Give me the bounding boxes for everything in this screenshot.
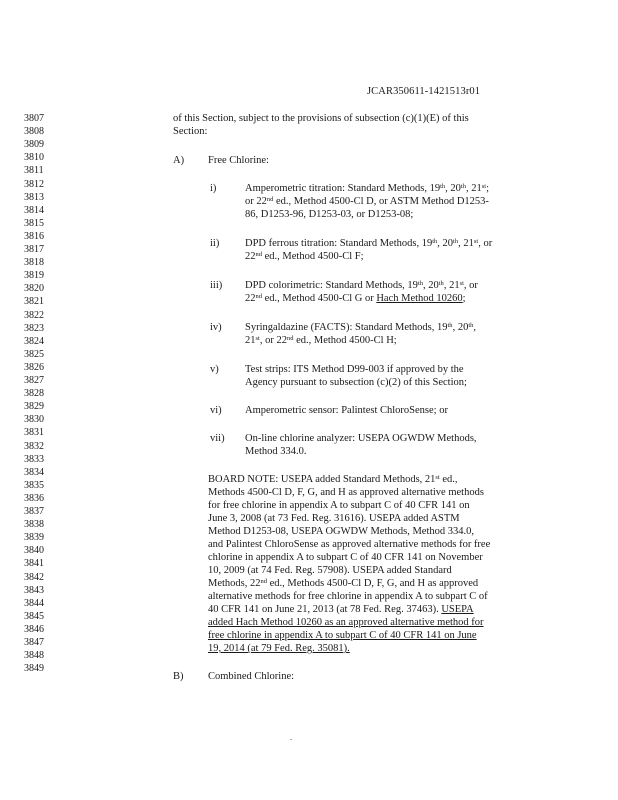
line-number: 3824 (24, 335, 44, 347)
item-v-line-1: Test strips: ITS Method D99-003 if approved by the (245, 364, 464, 375)
board-note-line-4: June 3, 2008 (at 73 Fed. Reg. 31616). USEPA added ASTM (208, 513, 460, 524)
item-i-line-1: Amperometric titration: Standard Methods, 19th, 20th, 21st; (245, 183, 489, 194)
line-number: 3847 (24, 637, 44, 648)
line-number: 3845 (24, 610, 44, 622)
document-id-header: JCAR350611-1421513r01 (367, 86, 481, 97)
board-note-line-5: Method D1253-08, USEPA OGWDW Methods, Method 334.0, (208, 526, 475, 537)
item-iii-line-1: DPD colorimetric: Standard Methods, 19th, 20th, 21st, or (245, 280, 478, 291)
line-number: 3818 (24, 257, 44, 269)
item-ii-line-2: 22nd ed., Method 4500-Cl F; (245, 251, 364, 262)
board-note-line-10: alternative methods for free chlorine in appendix A to subpart C of (208, 591, 488, 602)
section-b-title: Combined Chlorine: (208, 671, 295, 682)
line-number: 3813 (24, 191, 44, 203)
line-number: 3823 (24, 322, 44, 334)
intro-line-2: Section: (173, 126, 208, 137)
line-number: 3843 (24, 584, 44, 596)
item-v-line-2: Agency pursuant to subsection (c)(2) of this Section; (245, 377, 467, 388)
line-number: 3819 (24, 270, 44, 282)
item-iii-line-2: 22nd ed., Method 4500-Cl G or Hach Method 10260; (245, 293, 466, 304)
item-vii-number: vii) (210, 433, 225, 444)
line-number: 3826 (24, 361, 44, 373)
board-note-line-11: 40 CFR 141 on June 21, 2013 (at 78 Fed. Reg. 37463). USEPA (208, 604, 474, 615)
item-i-number: i) (210, 183, 217, 194)
line-number: 3829 (24, 401, 44, 413)
line-number: 3849 (24, 663, 44, 675)
line-number: 3811 (24, 165, 44, 177)
board-note-line-8: 10, 2009 (at 74 Fed. Reg. 57908). USEPA added Standard (208, 565, 452, 576)
item-vii-line-2: Method 334.0. (245, 446, 307, 457)
line-number: 3831 (24, 427, 44, 439)
line-number: 3810 (24, 152, 44, 164)
item-iv-number: iv) (210, 322, 222, 333)
line-number: 3832 (24, 440, 44, 452)
line-number: 3827 (24, 375, 44, 386)
line-number: 3836 (24, 492, 44, 504)
hach-method-link: Hach Method 10260 (376, 293, 463, 304)
board-note-line-14: 19, 2014 (at 79 Fed. Reg. 35081). (208, 643, 350, 654)
board-note-line-3: for free chlorine in appendix A to subpart C of 40 CFR 141 on (208, 500, 470, 511)
item-ii-number: ii) (210, 238, 220, 249)
board-note-line-13: free chlorine in appendix A to subpart C of 40 CFR 141 on June (208, 630, 477, 641)
item-vi-line-1: Amperometric sensor: Palintest ChloroSense; or (245, 405, 448, 416)
board-note-line-1: BOARD NOTE: USEPA added Standard Methods, 21st ed., (208, 474, 458, 485)
line-number: 3808 (24, 126, 44, 138)
board-note-line-2: Methods 4500-Cl D, F, G, and H as approved alternative methods (208, 487, 484, 498)
board-note-line-7: chlorine in appendix A to subpart C of 40 CFR 141 on November (208, 552, 483, 563)
line-number: 3815 (24, 217, 44, 229)
line-number: 3841 (24, 558, 44, 570)
item-vii-line-1: On-line chlorine analyzer: USEPA OGWDW Methods, (245, 433, 477, 444)
line-number: 3828 (24, 388, 44, 400)
section-a-label: A) (173, 155, 185, 166)
item-vi-number: vi) (210, 405, 222, 416)
board-note-line-6: and Palintest ChloroSense as approved alternative methods for free (208, 539, 491, 550)
line-number: 3838 (24, 519, 44, 531)
section-a-title: Free Chlorine: (208, 155, 269, 166)
line-number: 3842 (24, 571, 44, 583)
board-note-line-12: added Hach Method 10260 as an approved alternative method for (208, 617, 484, 628)
item-iii-number: iii) (210, 280, 223, 291)
line-number: 3835 (24, 479, 44, 491)
item-i-line-2: or 22nd ed., Method 4500-Cl D, or ASTM Method D1253- (245, 196, 489, 207)
item-ii-line-1: DPD ferrous titration: Standard Methods, 19th, 20th, 21st, or (245, 238, 493, 249)
line-number: 3848 (24, 650, 44, 662)
line-number: 3844 (24, 597, 44, 609)
line-number: 3839 (24, 532, 44, 544)
line-number: 3834 (24, 466, 44, 478)
line-number: 3840 (24, 545, 44, 557)
line-number: 3807 (24, 113, 44, 124)
line-number: 3817 (24, 244, 44, 255)
line-number: 3846 (24, 623, 44, 635)
line-number: 3812 (24, 178, 44, 190)
line-number: 3814 (24, 204, 44, 216)
line-number: 3830 (24, 414, 44, 426)
intro-line-1: of this Section, subject to the provisions of subsection (c)(1)(E) of this (173, 113, 469, 124)
line-number: 3822 (24, 309, 44, 321)
footer-mark: . (290, 733, 292, 742)
item-iv-line-2: 21st, or 22nd ed., Method 4500-Cl H; (245, 335, 397, 346)
board-note-line-9: Methods, 22nd ed., Methods 4500-Cl D, F, G, and H as approved (208, 578, 479, 589)
line-number: 3820 (24, 283, 44, 295)
line-number: 3809 (24, 139, 44, 151)
item-iv-line-1: Syringaldazine (FACTS): Standard Methods, 19th, 20th, (245, 322, 476, 333)
item-i-line-3: 86, D1253-96, D1253-03, or D1253-08; (245, 209, 414, 220)
item-v-number: v) (210, 364, 219, 375)
line-number: 3825 (24, 348, 44, 360)
line-number: 3821 (24, 296, 44, 308)
line-number: 3816 (24, 230, 44, 242)
line-number: 3833 (24, 453, 44, 465)
section-b-label: B) (173, 671, 184, 682)
line-number: 3837 (24, 506, 44, 517)
